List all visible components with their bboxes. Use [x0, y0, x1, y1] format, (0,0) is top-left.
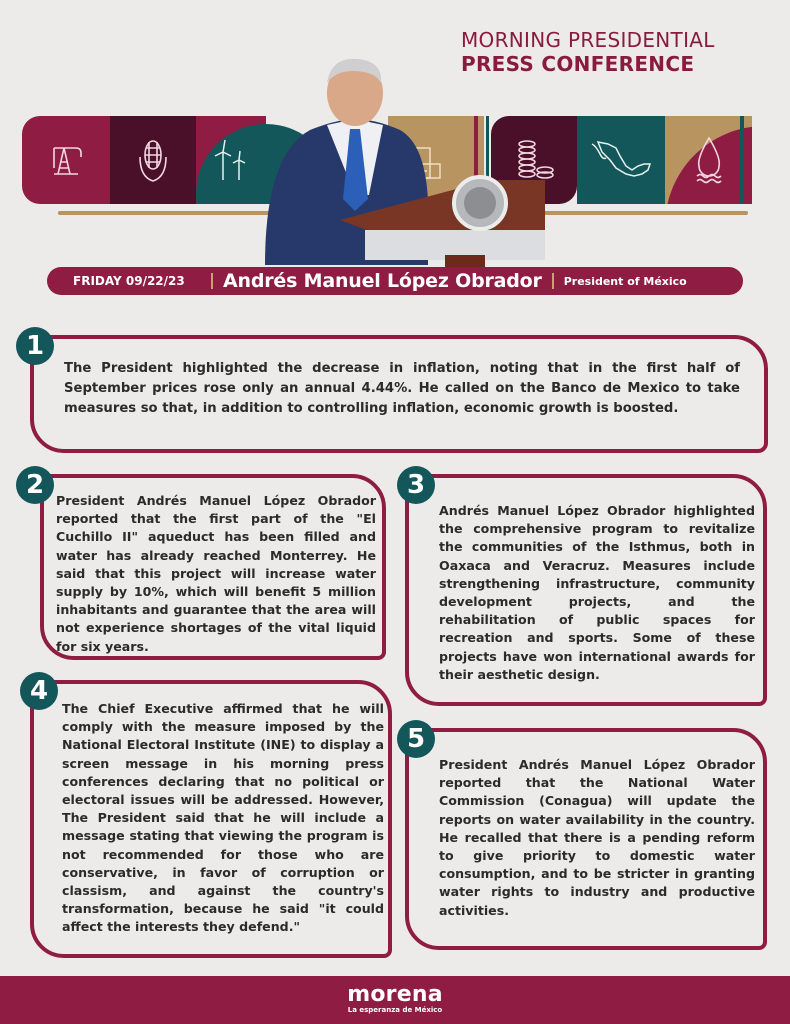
president-photo [255, 55, 545, 270]
point-text: Andrés Manuel López Obrador highlighted the comprehensive program to revitalize the communities of the Isthmus, both in Oaxaca and Veracruz. Measures include strengthening infrastructure, community development projects, and the rehabilitation of public spaces for recreation and sports. Some of these projects have won international awards for their aesthetic design. [439, 503, 755, 682]
separator [552, 273, 554, 289]
banner-tile-oil [22, 116, 110, 204]
wind-turbine-icon [211, 138, 251, 182]
mexico-map-icon [590, 140, 652, 180]
speaker-bar [47, 267, 743, 295]
point-card-3 [405, 474, 767, 706]
banner-tile-corn [110, 116, 196, 204]
point-text: President Andrés Manuel López Obrador reported that the National Water Commission (Conagua) will update the reports on water availability in the country. He recalled that there is a pending reform to give priority to domestic water consumption, and to be stricter in granting water rights to industry and productive activities. [439, 757, 755, 918]
speaker-role: President of México [563, 274, 687, 288]
speaker-name: Andrés Manuel López Obrador [223, 270, 542, 292]
banner-tile-water [665, 116, 752, 204]
morena-tagline: La esperanza de México [347, 1006, 443, 1014]
morena-logo: morena [347, 982, 443, 1007]
conference-date: FRIDAY 09/22/23 [73, 274, 185, 288]
title-line-2: PRESS CONFERENCE [461, 52, 695, 76]
point-text: The Chief Executive affirmed that he will comply with the measure imposed by the National Electoral Institute (INE) to display a screen message in his morning press conferences declaring that no political or electoral issues will be addressed. However, The President said that he will include a message stating that viewing the program is not recommended for those who are conservative, in favor of corruption or classism, and against the country's transformation, because he said "it could affect the interests they defend." [62, 701, 384, 935]
corn-icon [136, 137, 170, 183]
point-card-5 [405, 728, 767, 950]
point-card-2 [40, 474, 386, 660]
point-card-1 [30, 335, 768, 453]
separator [211, 273, 213, 289]
point-text: The President highlighted the decrease in inflation, noting that in the first half of September prices rose only an annual 4.44%. He called on the Banco de Mexico to take measures so that, in addition to controlling inflation, economic growth is boosted. [64, 361, 740, 416]
point-number-badge: 1 [16, 327, 54, 365]
banner-tile-map [577, 116, 665, 204]
point-number-badge: 4 [20, 672, 58, 710]
point-number-badge: 2 [16, 466, 54, 504]
title-line-1: MORNING PRESIDENTIAL [461, 28, 715, 52]
footer [0, 976, 790, 1024]
oil-pump-icon [46, 140, 86, 180]
water-drop-icon [694, 136, 724, 184]
point-number-badge: 5 [397, 720, 435, 758]
point-card-4 [30, 680, 392, 958]
point-text: President Andrés Manuel López Obrador reported that the first part of the "El Cuchillo II" aqueduct has been filled and water has already reached Monterrey. He said that this project will increase water supply by 10%, which will benefit 5 million inhabitants and guarantee that the area will not experience shortages of the vital liquid for six years. [56, 493, 376, 654]
point-number-badge: 3 [397, 466, 435, 504]
